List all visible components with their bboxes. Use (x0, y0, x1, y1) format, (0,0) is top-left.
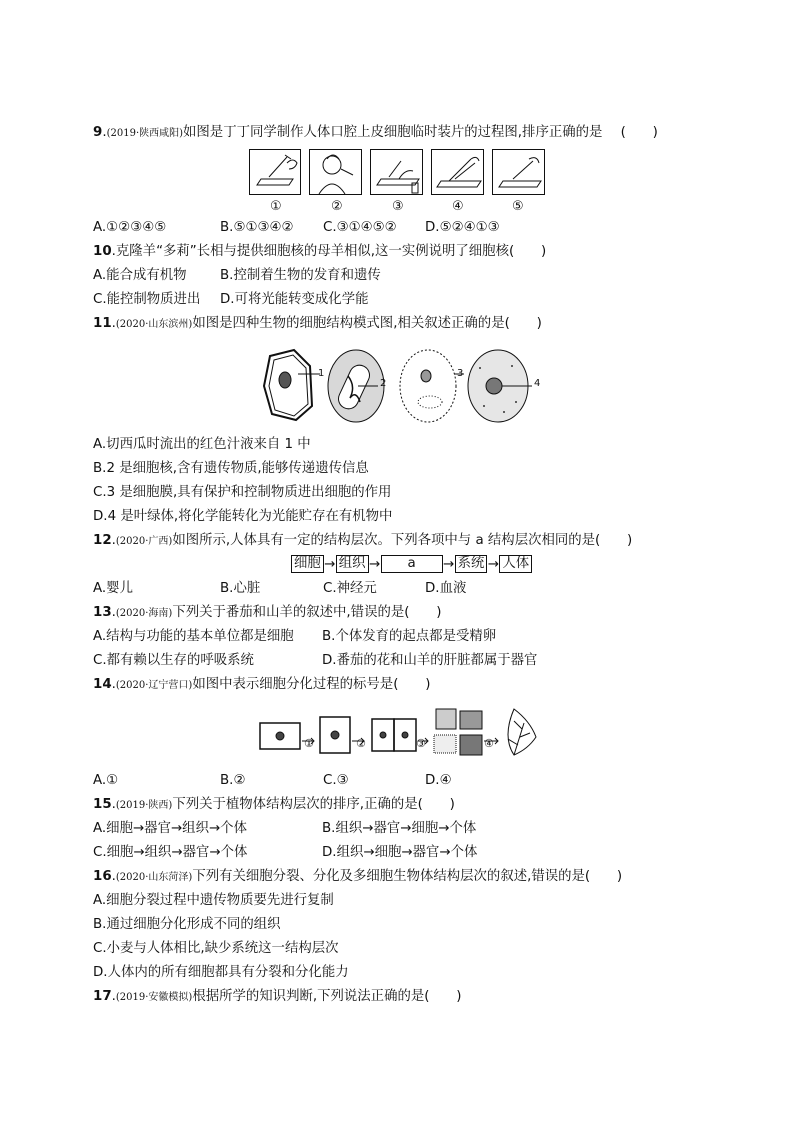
question-13: 13.(2020·海南)下列关于番茄和山羊的叙述中,错误的是( ) (93, 605, 442, 620)
option-d[interactable]: D.4 是叶绿体,将化学能转化为光能贮存在有机物中 (93, 509, 393, 524)
question-number: 15 (93, 797, 112, 812)
question-source: (2020·广西) (115, 536, 173, 547)
question-number: 16 (93, 869, 112, 884)
slide-making-figure (249, 149, 545, 197)
question-source: (2020·海南) (115, 608, 173, 619)
arrow-right-icon: → (324, 556, 336, 572)
question-text: 如图所示,人体具有一定的结构层次。下列各项中与 a 结构层次相同的是( ) (172, 533, 633, 548)
option-b[interactable]: B.2 是细胞核,含有遗传物质,能够传递遗传信息 (93, 461, 369, 476)
figure-label: ② (356, 737, 366, 750)
option-b[interactable]: B.组织→器官→细胞→个体 (322, 821, 477, 836)
question-number: 10 (93, 244, 112, 259)
option-d[interactable]: D.④ (425, 773, 452, 788)
question-number: 17 (93, 989, 112, 1004)
figure-label: ② (331, 199, 343, 214)
option-b[interactable]: B.通过细胞分化形成不同的组织 (93, 917, 281, 932)
arrow-right-icon: → (487, 556, 499, 572)
option-c[interactable]: C.③①④⑤② (323, 220, 397, 235)
option-b[interactable]: B.心脏 (220, 581, 261, 596)
option-d[interactable]: D.人体内的所有细胞都具有分裂和分化能力 (93, 965, 349, 980)
figure-label: ④ (452, 199, 464, 214)
option-a[interactable]: A.① (93, 773, 119, 788)
question-text: 如图是丁丁同学制作人体口腔上皮细胞临时装片的过程图,排序正确的是 (183, 125, 603, 140)
question-15: 15.(2019·陕西)下列关于植物体结构层次的排序,正确的是( ) (93, 797, 455, 812)
question-number: 12 (93, 533, 112, 548)
question-text: 如图中表示细胞分化过程的标号是( ) (192, 677, 431, 692)
option-a[interactable]: A.婴儿 (93, 581, 133, 596)
figure-label: 1 (318, 368, 325, 379)
option-c[interactable]: C.神经元 (323, 581, 377, 596)
question-number: 14 (93, 677, 112, 692)
flow-box-a: a (381, 555, 443, 573)
question-16: 16.(2020·山东菏泽)下列有关细胞分裂、分化及多细胞生物体结构层次的叙述,错误的是( ) (93, 869, 623, 884)
option-d[interactable]: D.血液 (425, 581, 467, 596)
option-d[interactable]: D.组织→细胞→器官→个体 (322, 845, 478, 860)
option-b[interactable]: B.控制着生物的发育和遗传 (220, 268, 381, 283)
option-a[interactable]: A.结构与功能的基本单位都是细胞 (93, 629, 294, 644)
option-d[interactable]: D.可将光能转变成化学能 (220, 292, 369, 307)
question-11: 11.(2020·山东滨州)如图是四种生物的细胞结构模式图,相关叙述正确的是( ) (93, 316, 542, 331)
figure-label: 4 (534, 378, 541, 389)
figure-label: 3 (457, 368, 464, 379)
figure-label: ① (270, 199, 282, 214)
option-b[interactable]: B.个体发育的起点都是受精卵 (322, 629, 497, 644)
option-c[interactable]: C.能控制物质进出 (93, 292, 201, 307)
question-source: (2020·辽宁营口) (115, 680, 193, 691)
option-c[interactable]: C.都有赖以生存的呼吸系统 (93, 653, 254, 668)
option-a[interactable]: A.细胞分裂过程中遗传物质要先进行复制 (93, 893, 334, 908)
answer-paren: ( ) (620, 125, 658, 140)
option-a[interactable]: A.切西瓜时流出的红色汁液来自 1 中 (93, 437, 311, 452)
option-c[interactable]: C.③ (323, 773, 349, 788)
option-a[interactable]: A.①②③④⑤ (93, 220, 167, 235)
flow-box-tissue: 组织 (336, 555, 369, 573)
figure-label: ① (304, 737, 314, 750)
question-source: (2020·山东滨州) (115, 319, 193, 330)
question-source: (2019·陕西) (115, 800, 173, 811)
question-text: .克隆羊“多莉”长相与提供细胞核的母羊相似,这一实例说明了细胞核( ) (111, 244, 547, 259)
option-c[interactable]: C.小麦与人体相比,缺少系统这一结构层次 (93, 941, 339, 956)
flow-box-human: 人体 (499, 555, 532, 573)
question-14: 14.(2020·辽宁营口)如图中表示细胞分化过程的标号是( ) (93, 677, 431, 692)
flow-box-cell: 细胞 (291, 555, 324, 573)
question-9: 9.(2019·陕西咸阳)如图是丁丁同学制作人体口腔上皮细胞临时装片的过程图,排序正确的是 ( ) (93, 125, 658, 140)
question-17: 17.(2019·安徽模拟)根据所学的知识判断,下列说法正确的是( ) (93, 989, 462, 1004)
figure-label: ④ (484, 737, 494, 750)
arrow-right-icon: → (368, 556, 381, 572)
question-text: 根据所学的知识判断,下列说法正确的是( ) (192, 989, 462, 1004)
option-c[interactable]: C.细胞→组织→器官→个体 (93, 845, 248, 860)
option-a[interactable]: A.能合成有机物 (93, 268, 187, 283)
question-number: 13 (93, 605, 112, 620)
option-c[interactable]: C.3 是细胞膜,具有保护和控制物质进出细胞的作用 (93, 485, 392, 500)
option-b[interactable]: B.② (220, 773, 246, 788)
question-text: 如图是四种生物的细胞结构模式图,相关叙述正确的是( ) (192, 316, 542, 331)
option-d[interactable]: D.番茄的花和山羊的肝脏都属于器官 (322, 653, 538, 668)
question-text: 下列有关细胞分裂、分化及多细胞生物体结构层次的叙述,错误的是( ) (192, 869, 623, 884)
figure-label: 2 (380, 378, 387, 389)
question-text: 下列关于番茄和山羊的叙述中,错误的是( ) (172, 605, 442, 620)
figure-label: ③ (416, 737, 426, 750)
option-a[interactable]: A.细胞→器官→组织→个体 (93, 821, 247, 836)
question-source: (2019·安徽模拟) (115, 992, 193, 1003)
question-number: 9 (93, 125, 103, 140)
question-10 (93, 243, 546, 261)
option-b[interactable]: B.⑤①③④② (220, 220, 294, 235)
structure-flow (291, 555, 532, 573)
flow-box-system: 系统 (455, 555, 488, 573)
question-12: 12.(2020·广西)如图所示,人体具有一定的结构层次。下列各项中与 a 结构层次相同的是( ) (93, 533, 633, 548)
question-number: 11 (93, 316, 112, 331)
figure-label: ③ (392, 199, 404, 214)
option-d[interactable]: D.⑤②④①③ (425, 220, 500, 235)
question-source: (2019·陕西咸阳) (106, 128, 184, 139)
figure-label: ⑤ (512, 199, 524, 214)
four-cells-figure (258, 346, 548, 424)
cell-differentiation-figure (258, 703, 548, 761)
question-text: 下列关于植物体结构层次的排序,正确的是( ) (172, 797, 455, 812)
question-source: (2020·山东菏泽) (115, 872, 193, 883)
arrow-right-icon: → (442, 556, 455, 572)
